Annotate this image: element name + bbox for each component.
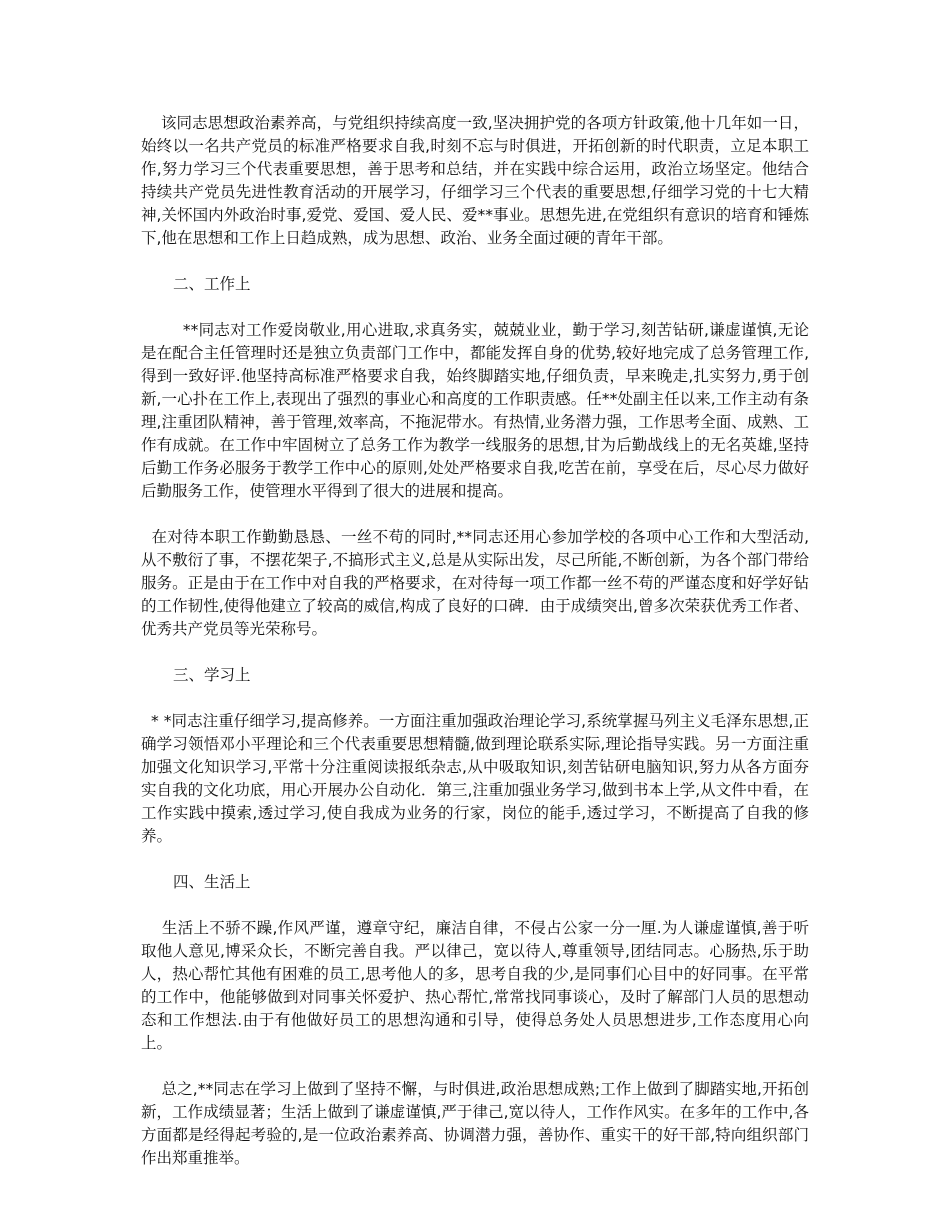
paragraph-study: * *同志注重仔细学习,提高修养。一方面注重加强政治理论学习,系统掌握马列主义毛泽东思想,正确学习领悟邓小平理论和三个代表重要思想精髓,做到理论联系实际,理论指导实践。另一方面注重加强文化知识学习,平常十分注重阅读报纸杂志,从中吸取知识,刻苦钻研电脑知识,努力从各方面夯实自我的文化功底，用心开展办公自动化．第三,注重加强业务学习,做到书本上学,从文件中看，在工作实践中摸索,透过学习,使自我成为业务的行家，岗位的能手,透过学习，不断提高了自我的修养。 [141, 712, 809, 845]
document-body [141, 112, 809, 1170]
paragraph-summary: 总之,**同志在学习上做到了坚持不懈，与时俱进,政治思想成熟;工作上做到了脚踏实地,开拓创新，工作成绩显著；生活上做到了谦虚谨慎,严于律己,宽以待人，工作作风实。在多年的工作中,各方面都是经得起考验的,是一位政治素养高、协调潜力强，善协作、重实干的好干部,特向组织部门作出郑重推举。 [141, 1080, 809, 1167]
section-heading-study: 三、学习上 [173, 666, 251, 684]
paragraph-political-quality: 该同志思想政治素养高，与党组织持续高度一致,坚决拥护党的各项方针政策,他十几年如一日，始终以一名共产党员的标准严格要求自我,时刻不忘与时俱进，开拓创新的时代职责，立足本职工作,努力学习三个代表重要思想，善于思考和总结，并在实践中综合运用，政治立场坚定。他结合持续共产党员先进性教育活动的开展学习，仔细学习三个代表的重要思想,仔细学习党的十七大精神,关怀国内外政治时事,爱党、爱国、爱人民、爱**事业。思想先进,在党组织有意识的培育和锤炼下,他在思想和工作上日趋成熟，成为思想、政治、业务全面过硬的青年干部。 [141, 114, 809, 247]
paragraph-work-attitude: **同志对工作爱岗敬业,用心进取,求真务实，兢兢业业，勤于学习,刻苦钻研,谦虚谨慎,无论是在配合主任管理时还是独立负责部门工作中，都能发挥自身的优势,较好地完成了总务管理工作,得到一致好评.他坚持高标准严格要求自我，始终脚踏实地,仔细负责，早来晚走,扎实努力,勇于创新,一心扑在工作上,表现出了强烈的事业心和高度的工作职责感。任**处副主任以来,工作主动有条理,注重团队精神，善于管理,效率高，不拖泥带水。有热情,业务潜力强，工作思考全面、成熟、工作有成就。在工作中牢固树立了总务工作为教学一线服务的思想,甘为后勤战线上的无名英雄,坚持后勤工作务必服务于教学工作中心的原则,处处严格要求自我,吃苦在前，享受在后，尽心尽力做好后勤服务工作，使管理水平得到了很大的进展和提高。 [141, 321, 809, 500]
section-heading-life: 四、生活上 [173, 873, 251, 891]
paragraph-central-work: 在对待本职工作勤勤恳恳、一丝不苟的同时,**同志还用心参加学校的各项中心工作和大型活动,从不敷衍了事，不摆花架子,不搞形式主义,总是从实际出发，尽己所能,不断创新，为各个部门带给服务。正是由于在工作中对自我的严格要求，在对待每一项工作都一丝不苟的严谨态度和好学好钻的工作韧性,使得他建立了较高的威信,构成了良好的口碑．由于成绩突出,曾多次荣获优秀工作者、优秀共产党员等光荣称号。 [141, 528, 809, 638]
section-heading-work: 二、工作上 [173, 275, 251, 293]
paragraph-life: 生活上不骄不躁,作风严谨，遵章守纪，廉洁自律，不侵占公家一分一厘.为人谦虚谨慎,善于听取他人意见,博采众长，不断完善自我。严以律己，宽以待人,尊重领导,团结同志。心肠热,乐于助人，热心帮忙其他有困难的员工,思考他人的多，思考自我的少,是同事们心目中的好同事。在平常的工作中，他能够做到对同事关怀爱护、热心帮忙,常常找同事谈心，及时了解部门人员的思想动态和工作想法.由于有他做好员工的思想沟通和引导，使得总务处人员思想进步,工作态度用心向上。 [141, 919, 809, 1052]
